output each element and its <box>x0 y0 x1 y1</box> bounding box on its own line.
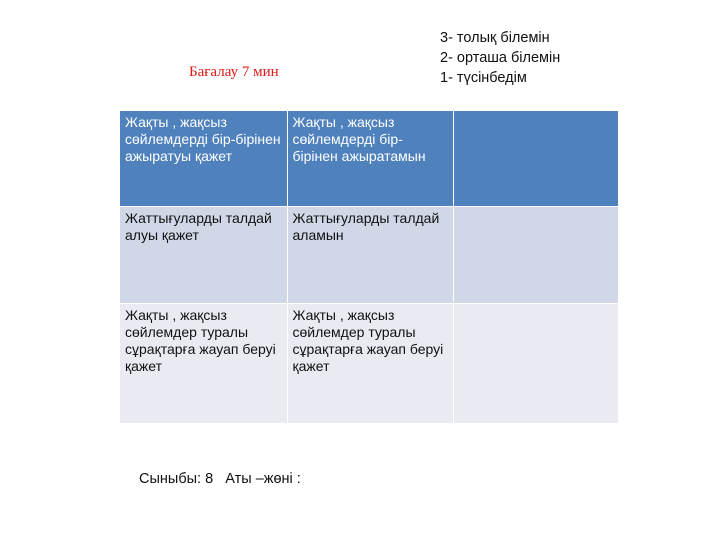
descriptor-cell: Жақты , жақсыз сөйлемдер туралы сұрақтарға жауап беруі қажет <box>287 304 453 424</box>
assessment-table <box>120 111 618 424</box>
criterion-cell: Жақты , жақсыз сөйлемдер туралы сұрақтарға жауап беруі қажет <box>120 304 287 424</box>
descriptor-cell: Жаттығуларды талдай аламын <box>287 207 453 304</box>
table-row <box>120 207 618 304</box>
student-info-line: Сыныбы: 8 Аты –жөні : <box>139 471 301 487</box>
assessment-title: Бағалау 7 мин <box>189 64 279 80</box>
table-row <box>120 304 618 424</box>
criterion-cell: Жақты , жақсыз сөйлемдерді бір-бірінен ажыратуы қажет <box>120 111 287 207</box>
criterion-cell: Жаттығуларды талдай алуы қажет <box>120 207 287 304</box>
legend-item-2: 2- орташа білемін <box>440 50 561 66</box>
descriptor-cell: Жақты , жақсыз сөйлемдерді бір-бірінен ажыратамын <box>287 111 453 207</box>
rating-legend <box>440 28 560 88</box>
score-cell[interactable] <box>453 207 618 304</box>
table-row <box>120 111 618 207</box>
score-cell[interactable] <box>453 111 618 207</box>
legend-item-3: 3- толық білемін <box>440 30 550 46</box>
legend-item-1: 1- түсінбедім <box>440 70 527 86</box>
score-cell[interactable] <box>453 304 618 424</box>
